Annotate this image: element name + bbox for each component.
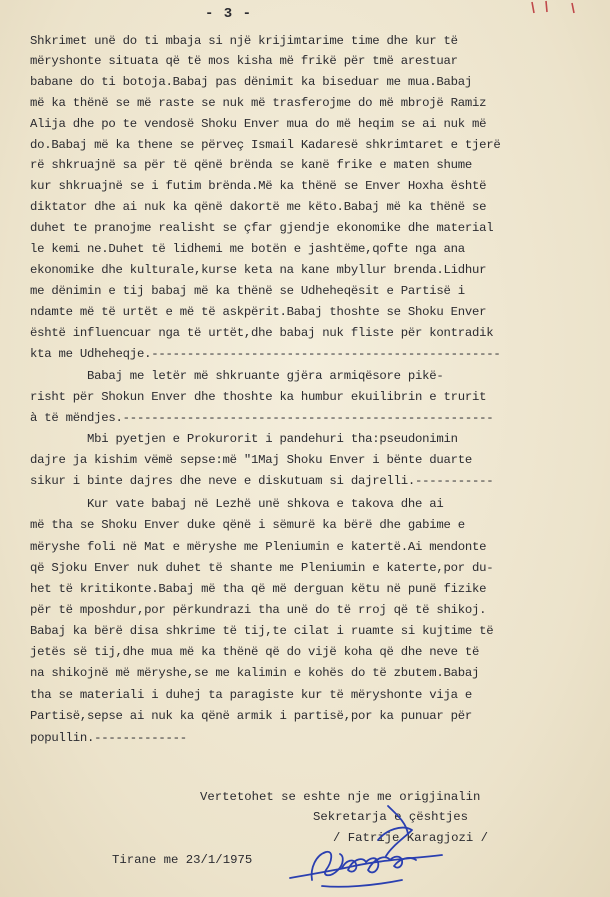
body-line: më tha se Shoku Enver duke qënë i sëmurë ka bërë dhe gabime e [30,518,465,532]
body-line: rë shkruajnë sa për të qënë brënda se kanë frike e maten shume [30,158,473,172]
certification-line: Vertetohet se eshte nje me origjinalin [200,790,481,804]
body-line: Partisë,sepse ai nuk ka qënë armik i partisë,por ka punuar për [30,709,473,723]
body-line: për të mposhdur,por përkundrazi tha unë do të rroj që të shikoj. [30,603,487,617]
secretary-name: / Fatrije Karagjozi / [333,831,488,845]
body-line: Babaj ka bërë disa shkrime të tij,te cilat i ruamte si kujtime të [30,624,494,638]
body-line: na shikojnë më mëryshe,se me kalimin e kohës do të zbutem.Babaj [30,666,480,680]
body-line: është influencuar nga të urtët,dhe babaj nuk fliste për kontradik [30,326,494,340]
body-line: Alija dhe po te vendosë Shoku Enver mua do më heqim se ai nuk më [30,117,487,131]
body-line: jetës së tij,dhe mua më ka thënë që do vijë koha që dhe neve të [30,645,480,659]
body-line: tha se materiali i duhej ta paragiste kur të mëryshonte vija e [30,688,473,702]
body-line: Kur vate babaj në Lezhë unë shkova e takova dhe ai [30,497,444,511]
red-pencil-mark [528,0,598,14]
body-line: ndamte më të urtët e më të askpërit.Babaj thoshte se Shoku Enver [30,305,487,319]
body-line: babane do ti botoja.Babaj pas dënimit ka biseduar me mua.Babaj [30,75,473,89]
body-line: Babaj me letër më shkruante gjëra armiqësore pikë- [30,369,444,383]
body-line: me dënimin e tij babaj më ka thënë se Udheheqësit e Partisë i [30,284,465,298]
body-line: sikur i binte dajres dhe neve e diskutuam si dajrelli.----------- [30,474,494,488]
body-line: mëryshe foli në Mat e mëryshe me Pleniumin e katertë.Ai mendonte [30,540,487,554]
place-date: Tirane me 23/1/1975 [112,853,253,867]
page-number: - 3 - [205,6,253,22]
body-line: do.Babaj më ka thene se përveç Ismail Kadaresë shkrimtaret e tjerë [30,138,501,152]
body-line: Shkrimet unë do ti mbaja si një krijimtarime time dhe kur të [30,34,458,48]
body-line: kur shkruajnë se i futim brënda.Më ka thënë se Enver Hoxha është [30,179,487,193]
body-line: Mbi pyetjen e Prokurorit i pandehuri tha:pseudonimin [30,432,458,446]
body-line: ekonomike dhe kulturale,kurse keta na kane mbyllur brenda.Lidhur [30,263,487,277]
body-line: popullin.------------- [30,731,187,745]
body-line: le kemi ne.Duhet të lidhemi me botën e jashtëme,qofte nga ana [30,242,465,256]
body-line: het të kritikonte.Babaj më tha që më derguan këtu në punë fizike [30,582,487,596]
body-line: që Sjoku Enver nuk duhet të shante me Pleniumin e katerte,por du- [30,561,494,575]
body-line: kta me Udheheqje.------------------------------------------------- [30,347,501,361]
body-line: dajre ja kishim vëmë sepse:më "1Maj Shoku Enver i bënte duarte [30,453,473,467]
body-line: diktator dhe ai nuk ka qënë dakortë me këto.Babaj më ka thënë se [30,200,487,214]
handwritten-signature [282,800,452,895]
body-line: à të mëndjes.---------------------------------------------------- [30,411,494,425]
body-line: mëryshonte situata që të mos kisha më frikë për tmë arestuar [30,54,458,68]
body-line: më ka thënë se më raste se nuk më trasferojme do më mbrojë Ramiz [30,96,487,110]
body-line: risht për Shokun Enver dhe thoshte ka humbur ekuilibrin e trurit [30,390,487,404]
body-line: duhet te pranojme realisht se çfar gjendje ekonomike dhe material [30,221,494,235]
secretary-title: Sekretarja e çështjes [313,810,468,824]
